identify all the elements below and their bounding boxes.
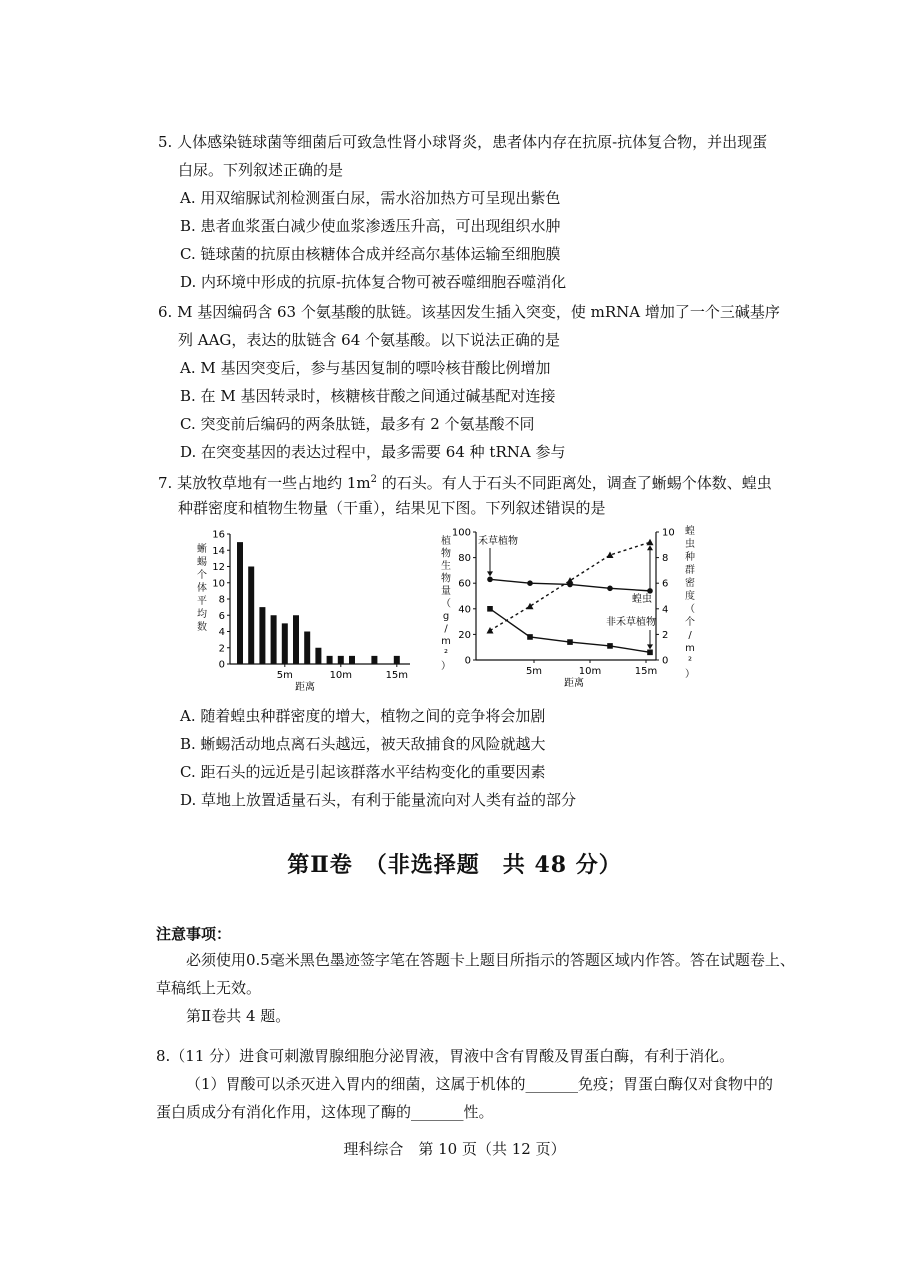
bar <box>338 656 344 664</box>
x-axis-label: 距离 <box>295 682 315 692</box>
left-y-axis-label-char: m <box>441 636 451 647</box>
x-tick-label: 15m <box>634 666 658 677</box>
bar <box>315 648 321 664</box>
right-y-axis-label-char: （ <box>685 604 695 615</box>
left-y-tick-label: 60 <box>458 578 471 590</box>
q8-stem: 8.（11 分）进食可刺激胃腺细胞分泌胃液，胃液中含有胃酸及胃蛋白酶，有利于消化。 <box>156 1047 735 1065</box>
right-y-axis-label-char: 蝗 <box>685 526 695 537</box>
point-circle <box>527 580 533 586</box>
left-y-axis-label-char: 量 <box>441 586 451 597</box>
y-tick-label: 4 <box>218 627 225 638</box>
x-tick-label: 10m <box>578 666 602 677</box>
series-line-1 <box>490 609 650 653</box>
point-square <box>527 634 533 640</box>
right-y-tick-label: 0 <box>662 655 669 667</box>
notes-line3: 第Ⅱ卷共 4 题。 <box>186 1007 291 1025</box>
bar <box>259 607 265 664</box>
page-footer: 理科综合 第 10 页（共 12 页） <box>343 1140 566 1158</box>
x-axis-label: 距离 <box>564 678 584 689</box>
point-triangle <box>647 539 654 546</box>
right-y-tick-label: 4 <box>662 604 669 616</box>
right-y-axis-label-char: m <box>685 643 695 654</box>
left-y-tick-label: 80 <box>458 553 471 565</box>
right-y-axis-label-char: 个 <box>685 617 695 628</box>
left-y-tick-label: 0 <box>464 655 471 667</box>
y-tick-label: 14 <box>212 545 225 557</box>
q7-stem-part-a: 7. 某放牧草地有一些占地约 1m <box>158 474 371 492</box>
left-y-axis-label-char: 植 <box>441 536 451 547</box>
label-grass: 禾草植物 <box>478 536 518 547</box>
left-y-axis-label-char: ² <box>443 648 449 660</box>
x-tick-label: 15m <box>385 670 409 681</box>
q5-option-c: C. 链球菌的抗原由核糖体合成并经高尔基体运输至细胞膜 <box>180 245 561 263</box>
q5-stem-line1: 5. 人体感染链球菌等细菌后可致急性肾小球肾炎，患者体内存在抗原-抗体复合物，并出现蛋 <box>158 133 768 151</box>
bar <box>282 623 288 664</box>
point-triangle <box>567 577 574 584</box>
x-tick-label: 5m <box>525 666 543 677</box>
point-square <box>487 606 493 612</box>
q7-option-b: B. 蜥蜴活动地点离石头越远，被天敌捕食的风险就越大 <box>180 735 546 753</box>
left-y-axis-label-char: 物 <box>441 573 451 585</box>
q7-option-d: D. 草地上放置适量石头，有利于能量流向对人类有益的部分 <box>180 791 577 809</box>
left-y-tick-label: 20 <box>458 629 471 641</box>
right-y-tick-label: 10 <box>662 527 675 539</box>
bar <box>248 567 254 665</box>
right-y-axis-label-char: ） <box>685 669 695 680</box>
left-y-axis-label-char: 生 <box>441 561 451 572</box>
left-y-axis-label-char: ） <box>441 661 451 672</box>
bar <box>304 632 310 665</box>
left-y-axis-label-char: 物 <box>441 548 451 560</box>
q6-stem-line2: 列 AAG，表达的肽链含 64 个氨基酸。以下说法正确的是 <box>178 331 561 349</box>
q6-option-c: C. 突变前后编码的两条肽链，最多有 2 个氨基酸不同 <box>180 415 535 433</box>
y-axis-label-char: 体 <box>197 583 207 594</box>
y-axis-label-char: 个 <box>197 570 207 581</box>
bar <box>237 542 243 664</box>
bar <box>394 656 400 664</box>
y-tick-label: 6 <box>218 610 225 622</box>
point-triangle <box>487 627 494 634</box>
y-tick-label: 0 <box>218 659 225 671</box>
right-y-axis-label <box>685 524 695 680</box>
y-tick-label: 12 <box>212 562 225 573</box>
q8-sub1-line1: （1）胃酸可以杀灭进入胃内的细菌，这属于机体的_______免疫；胃蛋白酶仅对食物中的 <box>186 1075 774 1093</box>
bar <box>349 656 355 664</box>
left-y-tick-label: 40 <box>458 604 471 616</box>
point-circle <box>487 577 493 583</box>
left-y-tick-label: 100 <box>451 527 471 539</box>
q7-option-a: A. 随着蝗虫种群密度的增大，植物之间的竞争将会加剧 <box>180 707 546 725</box>
right-y-axis-label-char: / <box>688 630 692 641</box>
y-axis-label-char: 蜴 <box>197 557 207 568</box>
notes-heading: 注意事项： <box>156 925 232 943</box>
x-tick-label: 5m <box>276 670 293 681</box>
arrowhead-grass <box>487 571 493 576</box>
notes-line2: 草稿纸上无效。 <box>156 979 262 997</box>
y-axis-label-char: 数 <box>197 622 207 633</box>
q6-stem-line1: 6. M 基因编码含 63 个氨基酸的肽链。该基因发生插入突变，使 mRNA 增加了一个三碱基序 <box>158 303 780 321</box>
y-tick-label: 16 <box>212 529 225 541</box>
left-y-axis-label-char: （ <box>441 598 451 610</box>
point-square <box>607 643 613 649</box>
arrowhead-locust <box>647 545 653 550</box>
q7-option-c: C. 距石头的远近是引起该群落水平结构变化的重要因素 <box>180 763 546 781</box>
right-y-axis-label-char: 种 <box>685 552 695 563</box>
right-y-axis-label-char: 度 <box>685 591 695 602</box>
bar <box>371 656 377 664</box>
q6-option-b: B. 在 M 基因转录时，核糖核苷酸之间通过碱基配对连接 <box>180 387 556 405</box>
right-y-axis-label-char: 虫 <box>685 539 695 550</box>
arrowhead-nongrass <box>647 644 653 649</box>
q5-option-d: D. 内环境中形成的抗原-抗体复合物可被吞噬细胞吞噬消化 <box>180 273 567 291</box>
right-y-tick-label: 6 <box>662 578 669 590</box>
y-axis-label <box>197 542 207 633</box>
y-tick-label: 10 <box>212 578 225 590</box>
x-tick-label: 10m <box>329 670 353 681</box>
label-locust: 蝗虫 <box>632 594 652 605</box>
lizard-bar-chart <box>190 522 420 692</box>
bar <box>271 615 277 664</box>
point-square <box>647 650 653 656</box>
q5-stem-line2: 白尿。下列叙述正确的是 <box>178 161 344 179</box>
q7-stem-line2: 种群密度和植物生物量（干重），结果见下图。下列叙述错误的是 <box>178 499 606 517</box>
right-y-tick-label: 2 <box>662 629 669 641</box>
right-y-tick-label: 8 <box>662 553 669 565</box>
biomass-locust-line-chart <box>436 516 706 692</box>
y-axis-label-char: 均 <box>197 609 207 620</box>
q7-stem-part-b: 的石头。有人于石头不同距离处，调查了蜥蜴个体数、蝗虫 <box>377 474 772 492</box>
left-y-axis-label-char: / <box>444 623 448 635</box>
y-tick-label: 8 <box>218 594 225 606</box>
right-y-axis-label-char: 密 <box>685 578 695 589</box>
q6-option-a: A. M 基因突变后，参与基因复制的嘌呤核苷酸比例增加 <box>180 359 551 377</box>
bar <box>327 656 333 664</box>
notes-line1: 必须使用0.5毫米黑色墨迹签字笔在答题卡上题目所指示的答题区域内作答。答在试题卷上、 <box>186 951 795 969</box>
q8-sub1-line2: 蛋白质成分有消化作用，这体现了酶的_______性。 <box>156 1103 494 1121</box>
point-circle <box>607 586 613 592</box>
left-y-axis-label <box>441 534 451 672</box>
q5-option-a: A. 用双缩脲试剂检测蛋白尿，需水浴加热方可呈现出紫色 <box>180 189 561 207</box>
right-y-axis-label-char: ² <box>687 656 693 667</box>
q7-stem-line1 <box>158 470 772 493</box>
q7-superscript: 2 <box>370 474 377 485</box>
right-y-axis-label-char: 群 <box>685 565 695 576</box>
label-nongrass: 非禾草植物 <box>606 617 656 628</box>
point-triangle <box>527 603 534 610</box>
q6-option-d: D. 在突变基因的表达过程中，最多需要 64 种 tRNA 参与 <box>180 443 566 461</box>
point-square <box>567 639 573 645</box>
y-tick-label: 2 <box>218 643 225 655</box>
bar <box>293 615 299 664</box>
section2-title: 第Ⅱ卷 （非选择题 共 48 分） <box>287 852 622 878</box>
q5-option-b: B. 患者血浆蛋白减少使血浆渗透压升高，可出现组织水肿 <box>180 217 561 235</box>
y-axis-label-char: 蜥 <box>197 544 207 555</box>
y-axis-label-char: 平 <box>197 596 207 607</box>
left-y-axis-label-char: g <box>442 611 450 622</box>
